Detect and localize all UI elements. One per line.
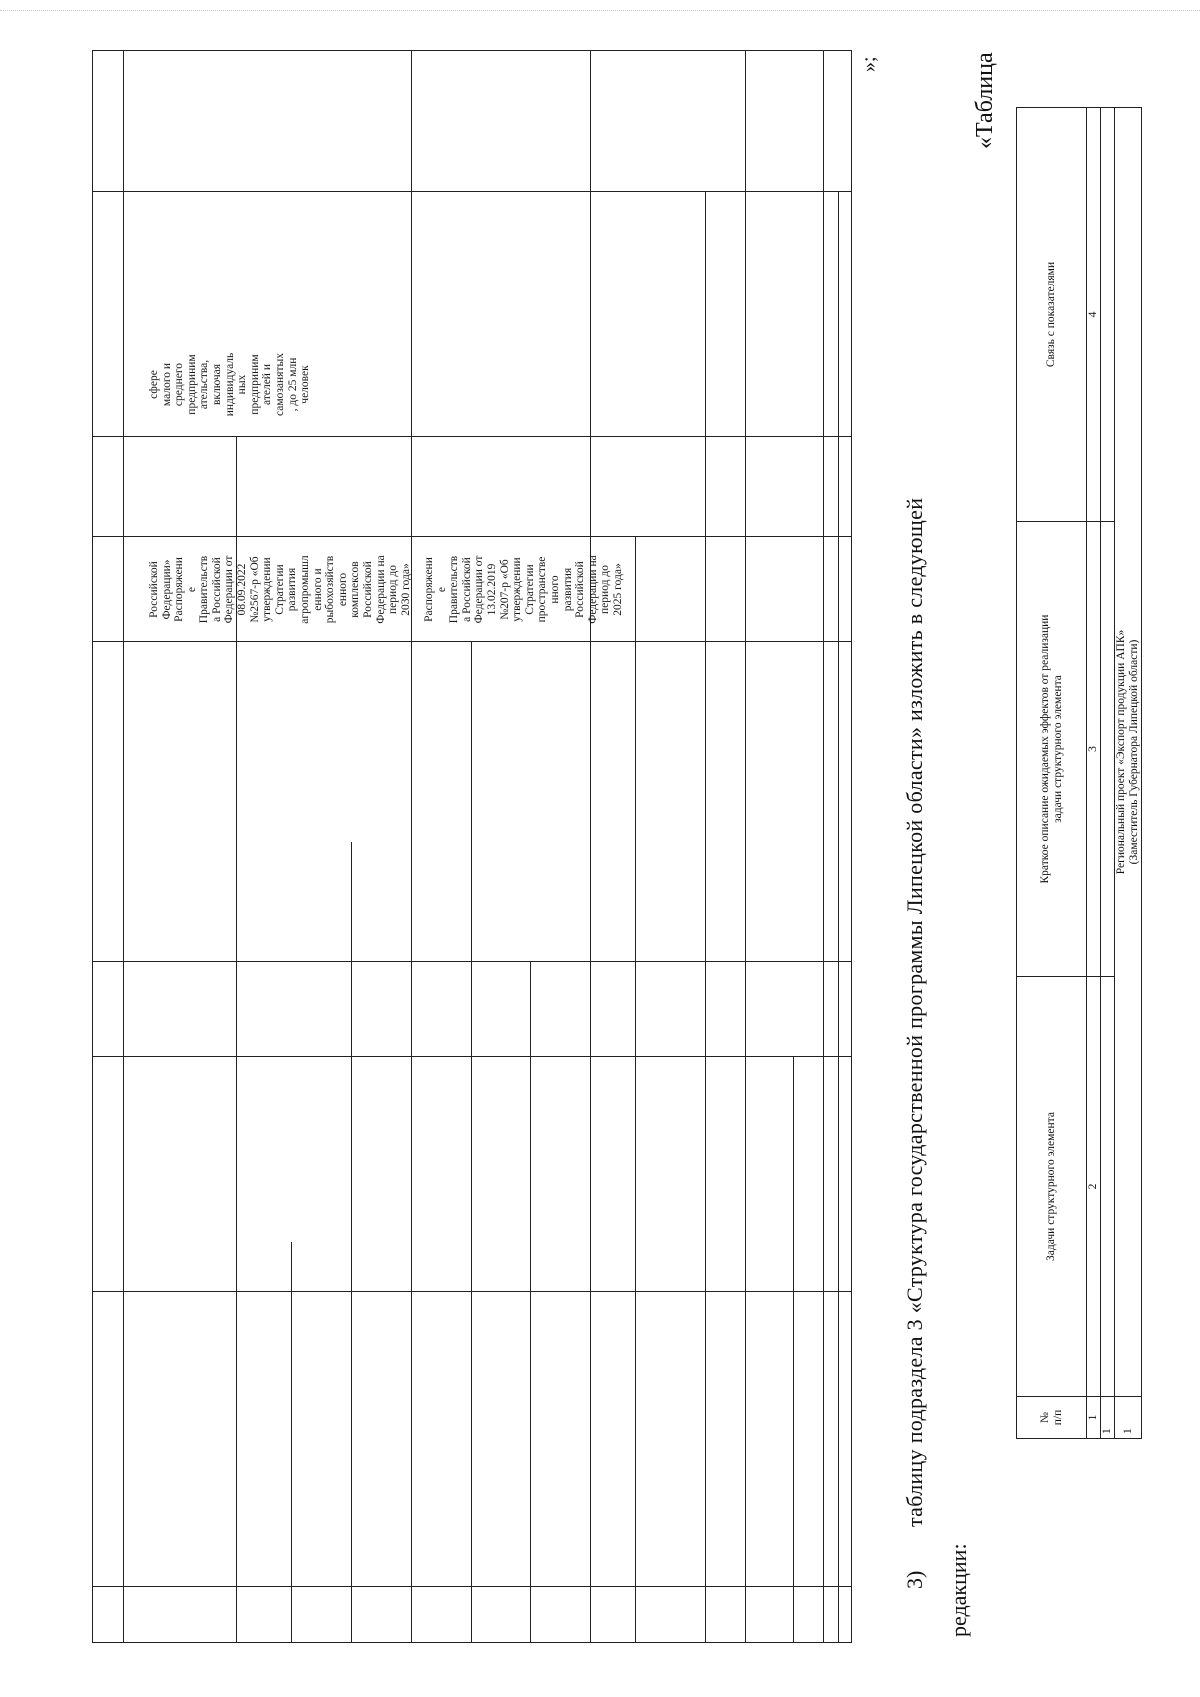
cell-text-agro-strategy: Распоряжени е Правительств а Российской Федерации от 08.09.2022 №2567-р «Об утверждении Стратегии развития агропромышл енного и рыбохозяйств енного комплексов Российской Федерации на период до 2030 года» (173, 555, 412, 624)
row-number: 1 (1101, 1397, 1115, 1439)
table-row-line (351, 842, 352, 1642)
col-number-3: 3 (1087, 522, 1101, 977)
table-col-line (93, 1056, 851, 1057)
cell-text-federation: Российской Федерации» (148, 559, 173, 620)
table-col-line (93, 1586, 851, 1587)
table-row-line (530, 962, 531, 1642)
cell-text-small-business: сфере малого и среднего предприним ательства, включая индивидуаль ных предприним ателей и самозанятых , до 25 млн человек (148, 352, 312, 417)
cell-text-spatial-strategy: Распоряжени е Правительств а Российской Федерации от 13.02.2019 №207-р «Об утверждении Стратегии пространстве нного развития Российской Федерации на период до 2025 года» (423, 555, 624, 624)
table-col-line (93, 641, 851, 642)
col-number-1: 1 (1087, 1397, 1101, 1439)
table-row-line (823, 51, 824, 1642)
table-col-line (93, 191, 851, 192)
header-number: № п/п (1017, 1397, 1087, 1439)
list-item-number: 3) (902, 1570, 927, 1589)
project-row-number: 1 (1115, 1397, 1142, 1439)
col-number-2: 2 (1087, 977, 1101, 1397)
table-header-row (1017, 108, 1087, 1439)
table-row (1101, 108, 1115, 1439)
project-title: Региональный проект «Экспорт продукции АПК» (Заместитель Губернатора Липецкой области) (1115, 108, 1142, 1397)
table-row (1087, 108, 1101, 1439)
table-col-line (93, 436, 851, 437)
table-row-line (471, 642, 472, 1642)
empty-cell (1101, 522, 1115, 977)
table-row-line (635, 537, 636, 1642)
header-tasks: Задачи структурного элемента (1017, 977, 1087, 1397)
table-caption: «Таблица (972, 52, 998, 149)
table-row-line (590, 51, 591, 1642)
empty-cell (1101, 108, 1115, 522)
header-indicators: Связь с показателями (1017, 108, 1087, 522)
table-row-line (705, 192, 706, 1642)
table-row (1115, 108, 1142, 1439)
instruction-text: таблицу подраздела 3 «Структура государственной программы Липецкой области» изложить в следующей (902, 497, 927, 1527)
table-col-line (93, 961, 851, 962)
header-effects: Краткое описание ожидаемых эффектов от реализации задачи структурного элемента (1017, 522, 1087, 977)
table-row-line (838, 192, 839, 1642)
col-number-4: 4 (1087, 108, 1101, 522)
continuation-table (92, 50, 852, 1643)
closing-quote-mark: »; (858, 56, 880, 72)
table-row-line (793, 1057, 794, 1642)
table-row-line (123, 51, 124, 1642)
table-col-line (93, 1291, 851, 1292)
table-row-line (745, 51, 746, 1642)
structure-table (1016, 107, 1142, 1439)
empty-cell (1101, 977, 1115, 1397)
instruction-continuation: редакции: (946, 1543, 971, 1637)
table-row-line (291, 1242, 292, 1642)
table-col-line (93, 536, 851, 537)
table-row-line (411, 51, 412, 1642)
